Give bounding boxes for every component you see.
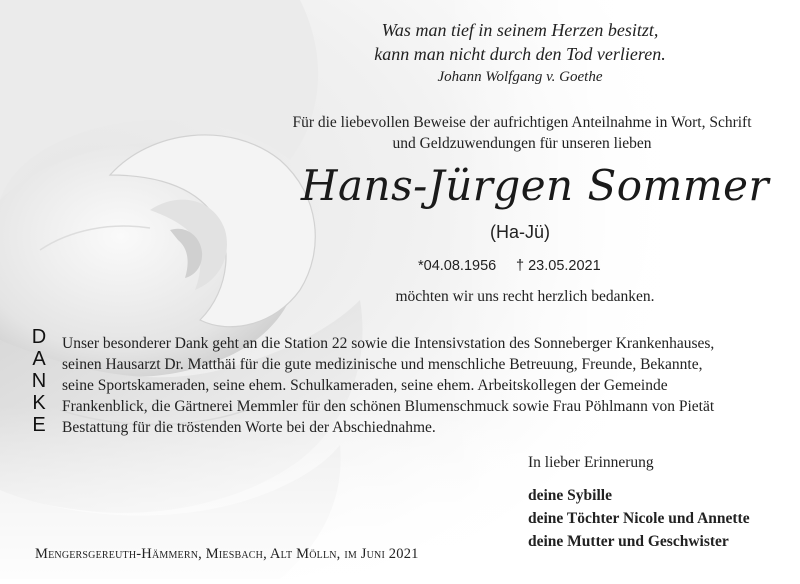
paragraph-line: Frankenblick, die Gärtnerei Memmler für den schönen Blumenschmuck sowie Frau Pöhlmann von Pietät: [62, 398, 715, 415]
intro-line-2: und Geldzuwendungen für unseren lieben: [392, 135, 652, 152]
danke-vertical-word: [28, 326, 50, 436]
birth-date: *04.08.1956: [418, 258, 497, 274]
intro-line-1: Für die liebevollen Beweise der aufrichtigen Anteilnahme in Wort, Schrift: [292, 114, 752, 131]
paragraph-line: Bestattung für die tröstenden Worte bei der Abschiednahme.: [62, 419, 436, 436]
quote-line-1: Was man tief in seinem Herzen besitzt,: [381, 20, 659, 40]
death-date: † 23.05.2021: [516, 258, 601, 274]
special-thanks-paragraph: [62, 333, 782, 438]
signature-line: deine Sybille: [528, 487, 612, 504]
deceased-nickname: (Ha-Jü): [489, 222, 550, 242]
paragraph-line: seinen Hausarzt Dr. Matthäi für die gute medizinische und menschliche Betreuung, Freunde, Bekannte,: [62, 356, 703, 373]
closing-greeting: In lieber Erinnerung: [528, 454, 654, 471]
goethe-quote: [340, 18, 700, 88]
quote-line-2: kann man nicht durch den Tod verlieren.: [374, 44, 666, 64]
signature-line: deine Töchter Nicole und Annette: [528, 510, 750, 527]
danke-letter: N: [31, 370, 47, 392]
danke-letter: E: [32, 414, 46, 436]
thanks-intro: [262, 112, 782, 154]
danke-letter: D: [31, 326, 47, 348]
danke-letter: K: [32, 392, 46, 414]
danke-letter: A: [32, 348, 46, 370]
signature-line: deine Mutter und Geschwister: [528, 533, 729, 550]
thanks-line: möchten wir uns recht herzlich bedanken.: [395, 288, 655, 305]
closing-block: [528, 451, 788, 553]
deceased-name: Hans-Jürgen Sommer: [300, 161, 770, 210]
paragraph-line: seine Sportskameraden, seine ehem. Schulkameraden, seine ehem. Arbeitskollegen der Gemeinde: [62, 377, 668, 394]
paragraph-line: Unser besonderer Dank geht an die Station 22 sowie die Intensivstation des Sonneberger Krankenhauses,: [62, 335, 715, 352]
place-date-footer: Mengersgereuth-Hämmern, Miesbach, Alt Mölln, im Juni 2021: [35, 546, 419, 562]
quote-author: Johann Wolfgang v. Goethe: [437, 69, 603, 85]
